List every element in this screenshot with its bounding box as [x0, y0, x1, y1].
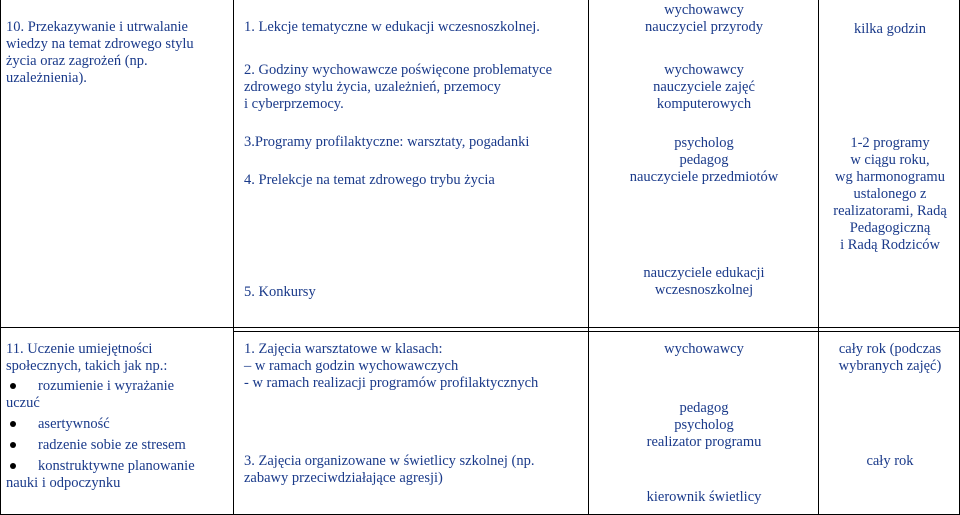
row-divider-sub	[233, 331, 960, 332]
row1-time: kilka godzin	[853, 21, 927, 37]
bullet-item: rozumienie i wyrażanie	[6, 378, 195, 395]
row3-forms-a: 1. Zajęcia warsztatowe w klasach: – w ramach godzin wychowawczych - w ramach realizacji programów profilaktycznych	[244, 341, 539, 391]
row2-forms-c: 5. Konkursy	[244, 284, 316, 300]
row1-resp-b: wychowawcy nauczyciele zajęć komputerowych	[653, 62, 755, 112]
bullet-item: konstruktywne planowanie	[6, 458, 195, 475]
column-divider-1	[233, 0, 234, 515]
bullet-icon	[10, 421, 16, 427]
row3-forms-b: 3. Zajęcia organizowane w świetlicy szkolnej (np. zabawy przeciwdziałające agresji)	[244, 453, 535, 486]
row2-forms-a: 3.Programy profilaktyczne: warsztaty, pogadanki	[244, 134, 530, 150]
row2-resp-b: nauczyciele edukacji wczesnoszkolnej	[643, 265, 765, 298]
bullet-icon	[10, 442, 16, 448]
row3-resp-b: pedagog psycholog realizator programu	[646, 400, 762, 450]
row1-resp-a: wychowawcy nauczyciel przyrody	[645, 2, 763, 35]
left-border	[0, 0, 1, 515]
row2-time: 1-2 programy w ciągu roku, wg harmonogramu ustalonego z realizatorami, Radą Pedagogiczną i Radą Rodziców	[833, 135, 947, 253]
row3-resp-c: kierownik świetlicy	[646, 489, 762, 505]
row3-time-b: cały rok	[866, 453, 914, 469]
row3-topic: 11. Uczenie umiejętności społecznych, takich jak np.: rozumienie i wyrażanie uczuć asertywność radzenie sobie ze stresem konstruktywne planowanie nauki i odpoczynku	[6, 341, 195, 491]
column-divider-2	[588, 0, 589, 515]
row2-resp-a: psycholog pedagog nauczyciele przedmiotów	[629, 135, 779, 185]
bullet-item: radzenie sobie ze stresem	[6, 437, 195, 454]
row-divider	[0, 327, 960, 328]
row1-topic: 10. Przekazywanie i utrwalanie wiedzy na temat zdrowego stylu życia oraz zagrożeń (np. uzależnienia).	[6, 19, 194, 86]
row1-forms-b: 2. Godziny wychowawcze poświęcone problematyce zdrowego stylu życia, uzależnień, przemocy i cyberprzemocy.	[244, 62, 553, 112]
column-divider-3	[818, 0, 819, 515]
row2-forms-b: 4. Prelekcje na temat zdrowego trybu życia	[244, 172, 495, 188]
bullet-item: asertywność	[6, 416, 195, 433]
row1-forms-a: 1. Lekcje tematyczne w edukacji wczesnoszkolnej.	[244, 19, 540, 35]
bullet-icon	[10, 463, 16, 469]
row3-time-a: cały rok (podczas wybranych zajęć)	[838, 341, 942, 374]
row3-resp-a: wychowawcy	[664, 341, 744, 357]
bullet-icon	[10, 383, 16, 389]
